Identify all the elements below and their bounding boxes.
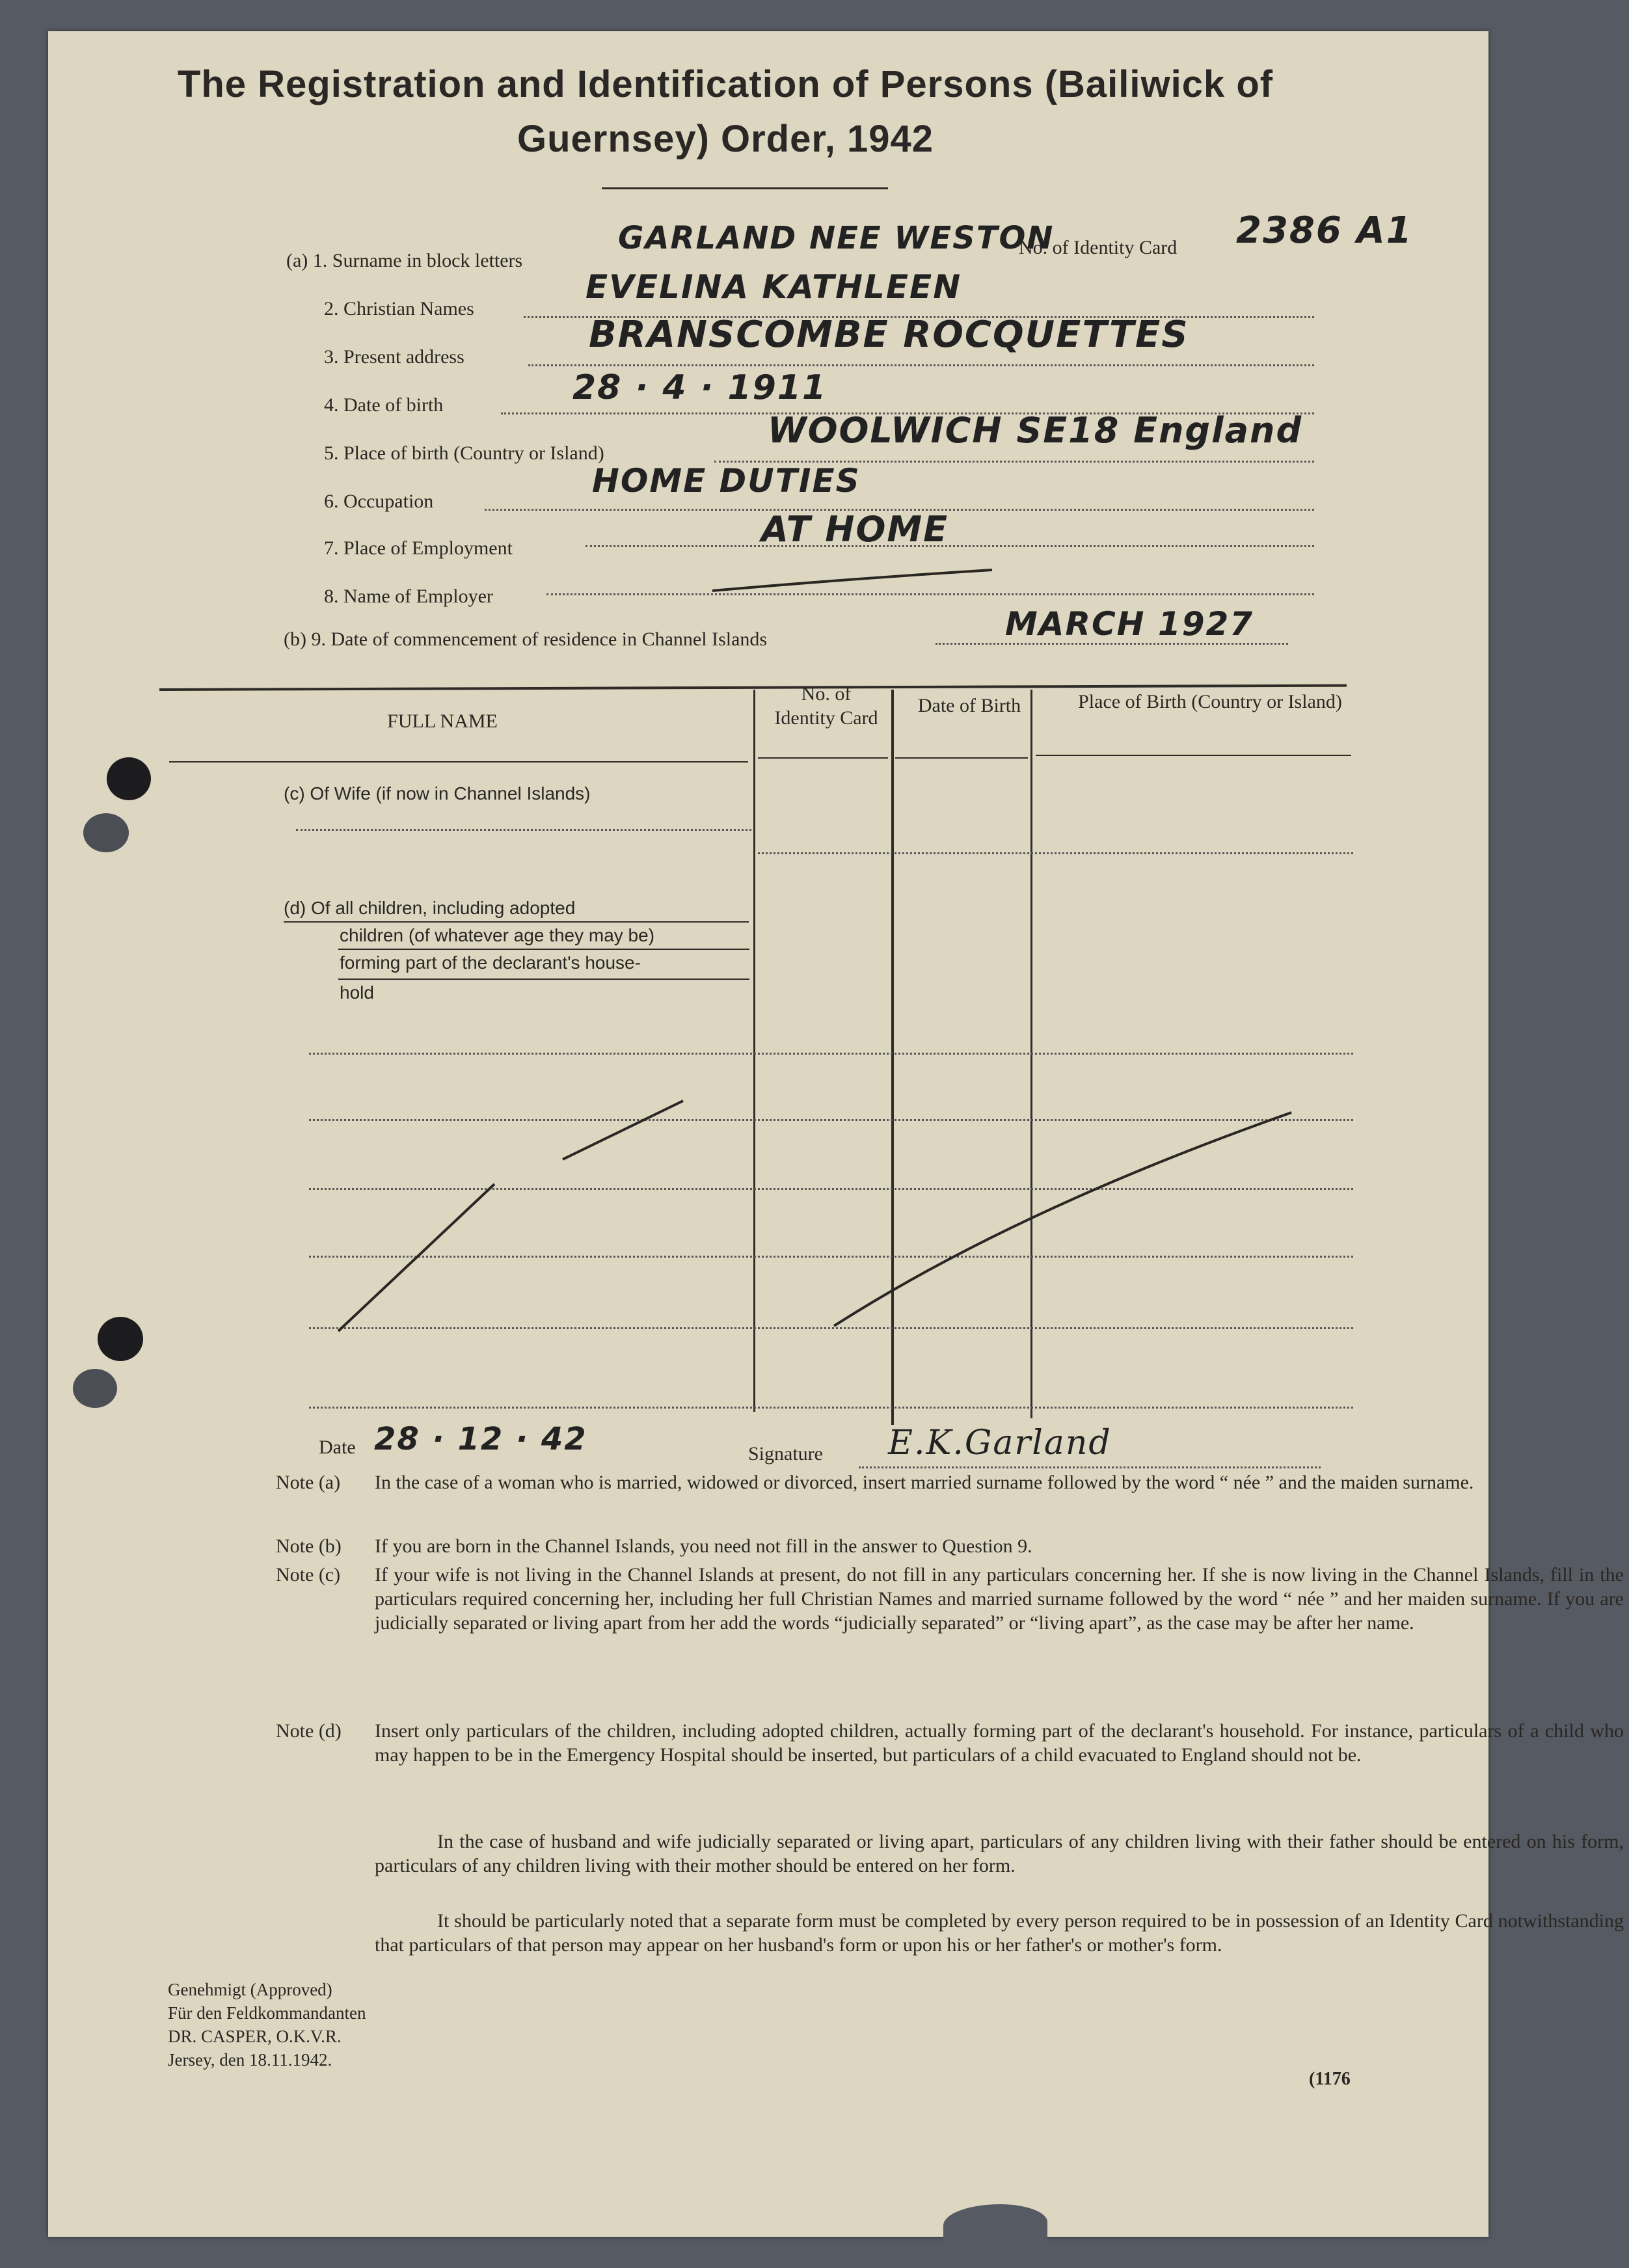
header-full-name: FULL NAME	[387, 710, 498, 732]
date-value: 28 · 12 · 42	[374, 1421, 587, 1457]
separate-form-paragraph-text: It should be particularly noted that a separate form must be completed by every person required to be in possession of an Identity Card notwithstanding that particulars of that person may appear on her husband's form or upon his or her father's or mother's form.	[375, 1910, 1624, 1956]
separation-paragraph-text: In the case of husband and wife judicially separated or living apart, particulars of any children living with their father should be entered on his form, particulars of any children living with their mother should be entered on her form.	[375, 1831, 1624, 1876]
christian-names-label: 2. Christian Names	[324, 298, 474, 319]
address-label: 3. Present address	[324, 346, 464, 368]
dob-value: 28 · 4 · 1911	[572, 368, 828, 407]
surname-label: (a) 1. Surname in block letters	[286, 250, 523, 271]
note-c-text: If your wife is not living in the Channel Islands at present, do not fill in any particulars concerning her. If she is now living in the Channel Islands, fill in the particulars required concerning her, including her full Christian Names and married surname followed by the word “ née ” and her maiden surname. If you are judicially separated or living apart from her add the words “judicially separated” or “living apart”, as the case may be after her name.	[375, 1564, 1624, 1634]
column-cancel-stroke	[834, 1113, 1291, 1326]
approval-line-3: DR. CASPER, O.K.V.R.	[168, 2027, 342, 2046]
name-cancel-stroke	[338, 1101, 683, 1331]
christian-names-value: EVELINA KATHLEEN	[586, 268, 962, 306]
note-a	[276, 1470, 1629, 1522]
approval-line-1: Genehmigt (Approved)	[168, 1980, 332, 1999]
identity-card-value: 2386 A1	[1236, 209, 1413, 252]
place-of-employment-label: 7. Place of Employment	[324, 537, 513, 559]
approval-block	[168, 1978, 366, 2072]
note-a-text: In the case of a woman who is married, widowed or divorced, insert married surname followed by the word “ née ” and the maiden surname.	[375, 1472, 1474, 1493]
note-b-tag: Note (b)	[276, 1535, 342, 1557]
children-label-2: children (of whatever age they may be)	[340, 925, 655, 945]
separation-paragraph	[375, 1829, 1624, 1908]
occupation-value: HOME DUTIES	[592, 462, 861, 500]
note-d	[276, 1719, 1629, 1823]
wife-row-label: (c) Of Wife (if now in Channel Islands)	[284, 783, 591, 803]
employer-label: 8. Name of Employer	[324, 586, 493, 607]
signature-value: E.K.Garland	[888, 1424, 1112, 1463]
note-d-tag: Note (d)	[276, 1720, 342, 1742]
place-of-birth-value: WOOLWICH SE18 England	[768, 410, 1303, 451]
residence-value: MARCH 1927	[1005, 605, 1254, 643]
place-of-birth-label: 5. Place of birth (Country or Island)	[324, 442, 604, 464]
header-id-card: No. of Identity Card	[774, 683, 878, 729]
signature-line	[859, 1466, 1321, 1468]
address-value: BRANSCOMBE ROCQUETTES	[589, 314, 1189, 356]
form-number: (1176	[1309, 2069, 1351, 2089]
note-b	[276, 1534, 1629, 1560]
date-label: Date	[319, 1437, 356, 1458]
employer-dash-stroke	[712, 570, 992, 591]
header-dob: Date of Birth	[917, 695, 1021, 716]
signature-label: Signature	[748, 1443, 823, 1465]
header-pob: Place of Birth (Country or Island)	[1078, 691, 1342, 712]
occupation-label: 6. Occupation	[324, 491, 434, 512]
dob-label: 4. Date of birth	[324, 394, 444, 416]
form-title-line1: The Registration and Identification of Persons (Bailiwick of	[177, 63, 1274, 105]
separate-form-paragraph	[375, 1909, 1624, 1987]
approval-line-2: Für den Feldkommandanten	[168, 2003, 366, 2023]
place-of-employment-value: AT HOME	[761, 509, 949, 550]
surname-value: GARLAND NEE WESTON	[618, 220, 1055, 256]
note-d-text: Insert only particulars of the children, including adopted children, actually forming part of the declarant's household. For instance, particulars of a child who may happen to be in the Emergency Hospital should be inserted, but particulars of a child evacuated to England should not be.	[375, 1720, 1624, 1766]
note-c	[276, 1563, 1629, 1712]
children-label-1: (d) Of all children, including adopted	[284, 898, 576, 918]
note-a-tag: Note (a)	[276, 1472, 341, 1493]
form-title-line2: Guernsey) Order, 1942	[517, 118, 934, 160]
note-b-text: If you are born in the Channel Islands, you need not fill in the answer to Question 9.	[375, 1535, 1032, 1557]
identity-card-label: No. of Identity Card	[1019, 237, 1178, 258]
children-label-4: hold	[340, 982, 374, 1003]
note-c-tag: Note (c)	[276, 1564, 341, 1586]
approval-line-4: Jersey, den 18.11.1942.	[168, 2050, 332, 2070]
children-label-3: forming part of the declarant's house-	[340, 952, 641, 973]
residence-label: (b) 9. Date of commencement of residence in Channel Islands	[284, 628, 768, 650]
